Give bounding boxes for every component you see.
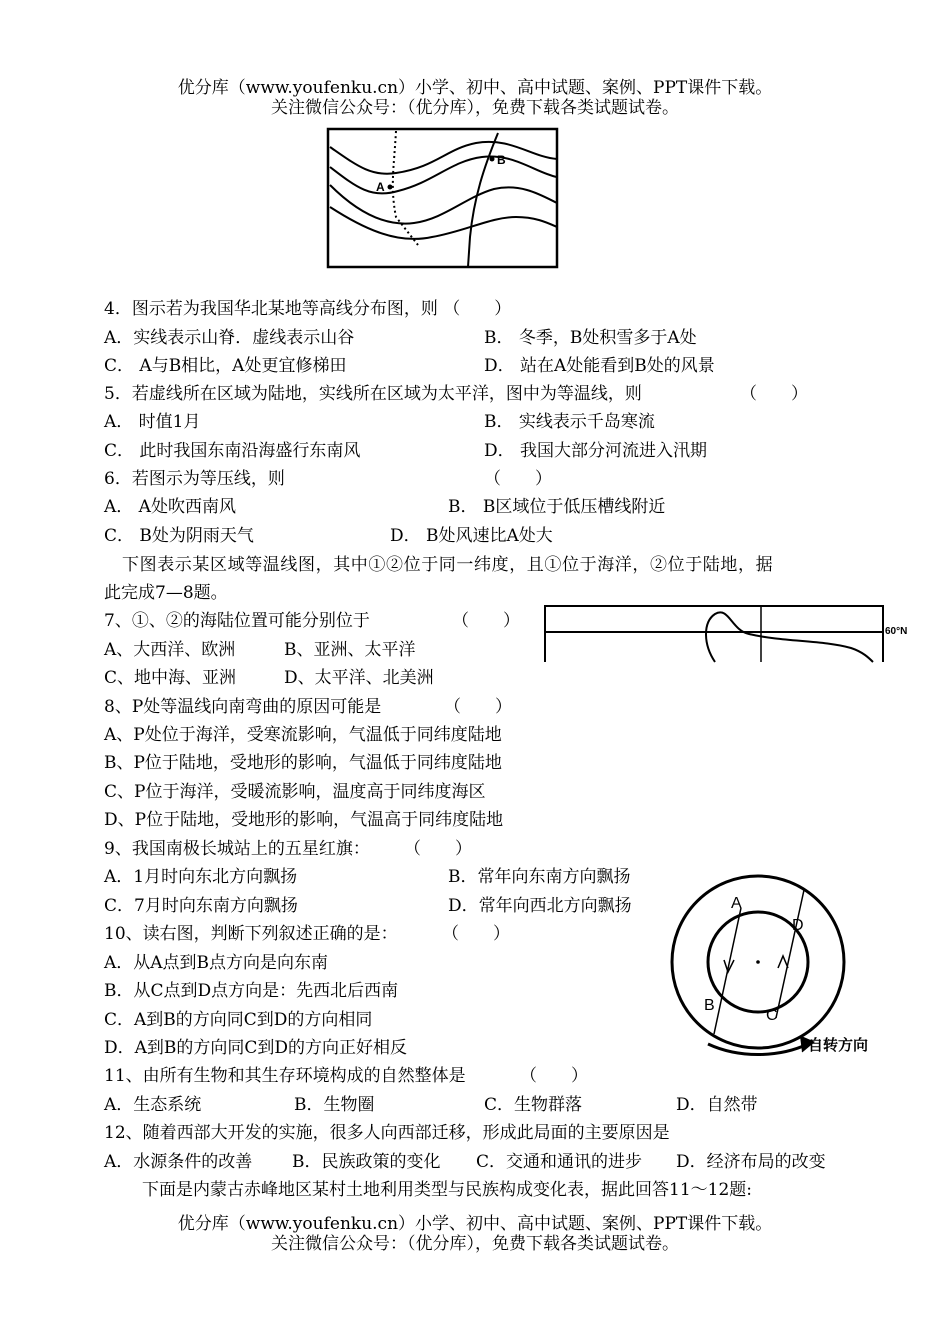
q7-paren: （ ） [452,611,520,631]
point-d-label: D [792,917,804,934]
q7-option-c[interactable]: C、地中海、亚洲 [104,668,237,688]
q5-option-a[interactable]: A． 时值1月 [104,412,201,432]
isotherm-figure [543,604,915,664]
q9-option-b[interactable]: B．常年向东南方向飘扬 [448,867,631,887]
isotherm-curve [706,612,873,662]
q12-stem: 12、随着西部大开发的实施，很多人向西部迁移，形成此局面的主要原因是 [104,1123,670,1143]
q6-option-b[interactable]: B． B区域位于低压槽线附近 [448,497,666,517]
point-c-label: C [766,1007,778,1024]
q12-option-d[interactable]: D．经济布局的改变 [676,1152,826,1172]
intro-7-8-line-2: 此完成7—8题。 [104,583,228,603]
header-line-1: 优分库（www.youfenku.cn）小学、初中、高中试题、案例、PPT课件下载。 [177,78,773,98]
q8-option-c[interactable]: C、P位于海洋，受暖流影响，温度高于同纬度海区 [104,782,486,802]
contour-figure [326,127,560,271]
q10-stem: 10、读右图，判断下列叙述正确的是： [104,924,398,944]
q6-option-a[interactable]: A． A处吹西南风 [104,497,236,517]
footer-line-1: 优分库（www.youfenku.cn）小学、初中、高中试题、案例、PPT课件下载。 [177,1214,773,1234]
q12-option-c[interactable]: C．交通和通讯的进步 [476,1152,643,1172]
q8-option-b[interactable]: B、P位于陆地，受地形的影响，气温低于同纬度陆地 [104,753,502,773]
footer-line-2: 关注微信公众号：（优分库），免费下载各类试题试卷。 [271,1234,679,1254]
q8-option-a[interactable]: A、P处位于海洋，受寒流影响，气温低于同纬度陆地 [104,725,502,745]
q8-option-d[interactable]: D、P位于陆地，受地形的影响，气温高于同纬度陆地 [104,810,504,830]
q9-option-c[interactable]: C．7月时向东南方向飘扬 [104,896,298,916]
q10-option-b[interactable]: B．从C点到D点方向是：先西北后西南 [104,981,399,1001]
q5-paren: （ ） [740,384,808,404]
q7-option-a[interactable]: A、大西洋、欧洲 [104,640,236,660]
q6-option-c[interactable]: C． B处为阴雨天气 [104,526,254,546]
cross-line [468,133,498,267]
arrow-up-icon [778,956,788,968]
q8-stem: 8、P处等温线向南弯曲的原因可能是 [104,697,382,717]
q4-stem: 4．图示若为我国华北某地等高线分布图，则 （ ） [104,299,512,319]
point-b-dot [490,157,495,162]
q5-stem: 5．若虚线所在区域为陆地，实线所在区域为太平洋，图中为等温线，则 [104,384,642,404]
q12-option-a[interactable]: A．水源条件的改善 [104,1152,253,1172]
q9-option-a[interactable]: A．1月时向东北方向飘扬 [104,867,298,887]
q5-option-b[interactable]: B． 实线表示千岛寒流 [484,412,655,432]
q5-option-c[interactable]: C． 此时我国东南沿海盛行东南风 [104,441,361,461]
q9-paren: （ ） [404,839,472,859]
q10-option-d[interactable]: D．A到B的方向同C到D的方向正好相反 [104,1038,408,1058]
q4-option-b[interactable]: B． 冬季，B处积雪多于A处 [484,328,697,348]
intro-11-12: 下面是内蒙古赤峰地区某村土地利用类型与民族构成变化表，据此回答11～12题: [142,1180,752,1200]
latitude-label: 60°N [885,626,908,637]
point-b-label: B [704,997,715,1014]
q7-stem: 7、①、②的海陆位置可能分别位于 [104,611,370,631]
rotation-label: 自转方向 [808,1036,869,1054]
q12-option-b[interactable]: B．民族政策的变化 [292,1152,441,1172]
q11-option-a[interactable]: A．生态系统 [104,1095,202,1115]
point-b-label: B [497,153,506,167]
point-a-dot [388,185,393,190]
q11-paren: （ ） [520,1066,588,1086]
q4-option-a[interactable]: A．实线表示山脊．虚线表示山谷 [104,328,355,348]
intro-7-8-line-1: 下图表示某区域等温线图，其中①②位于同一纬度，且①位于海洋，②位于陆地，据 [122,555,774,575]
q4-option-d[interactable]: D． 站在A处能看到B处的风景 [484,356,715,376]
q10-paren: （ ） [442,924,510,944]
q8-paren: （ ） [444,697,512,717]
point-a-label: A [376,180,385,194]
header-line-2: 关注微信公众号：（优分库），免费下载各类试题试卷。 [271,98,679,118]
q4-option-c[interactable]: C． A与B相比，A处更宜修梯田 [104,356,347,376]
q9-stem: 9、我国南极长城站上的五星红旗： [104,839,370,859]
q6-paren: （ ） [484,469,552,489]
q6-option-d[interactable]: D． B处风速比A处大 [390,526,553,546]
q11-option-c[interactable]: C．生物群落 [484,1095,583,1115]
pole-dot [756,960,760,964]
q7-option-b[interactable]: B、亚洲、太平洋 [284,640,416,660]
q11-option-b[interactable]: B．生物圈 [294,1095,375,1115]
q5-option-d[interactable]: D． 我国大部分河流进入汛期 [484,441,708,461]
q6-stem: 6．若图示为等压线，则 [104,469,285,489]
contour-line-1 [330,142,557,174]
q9-option-d[interactable]: D．常年向西北方向飘扬 [448,896,632,916]
q10-option-a[interactable]: A．从A点到B点方向是向东南 [104,953,329,973]
point-a-label: A [731,895,742,912]
q11-stem: 11、由所有生物和其生存环境构成的自然整体是 [104,1066,466,1086]
q10-option-c[interactable]: C．A到B的方向同C到D的方向相同 [104,1010,373,1030]
q11-option-d[interactable]: D．自然带 [676,1095,758,1115]
q7-option-d[interactable]: D、太平洋、北美洲 [284,668,434,688]
polar-figure [668,872,878,1062]
